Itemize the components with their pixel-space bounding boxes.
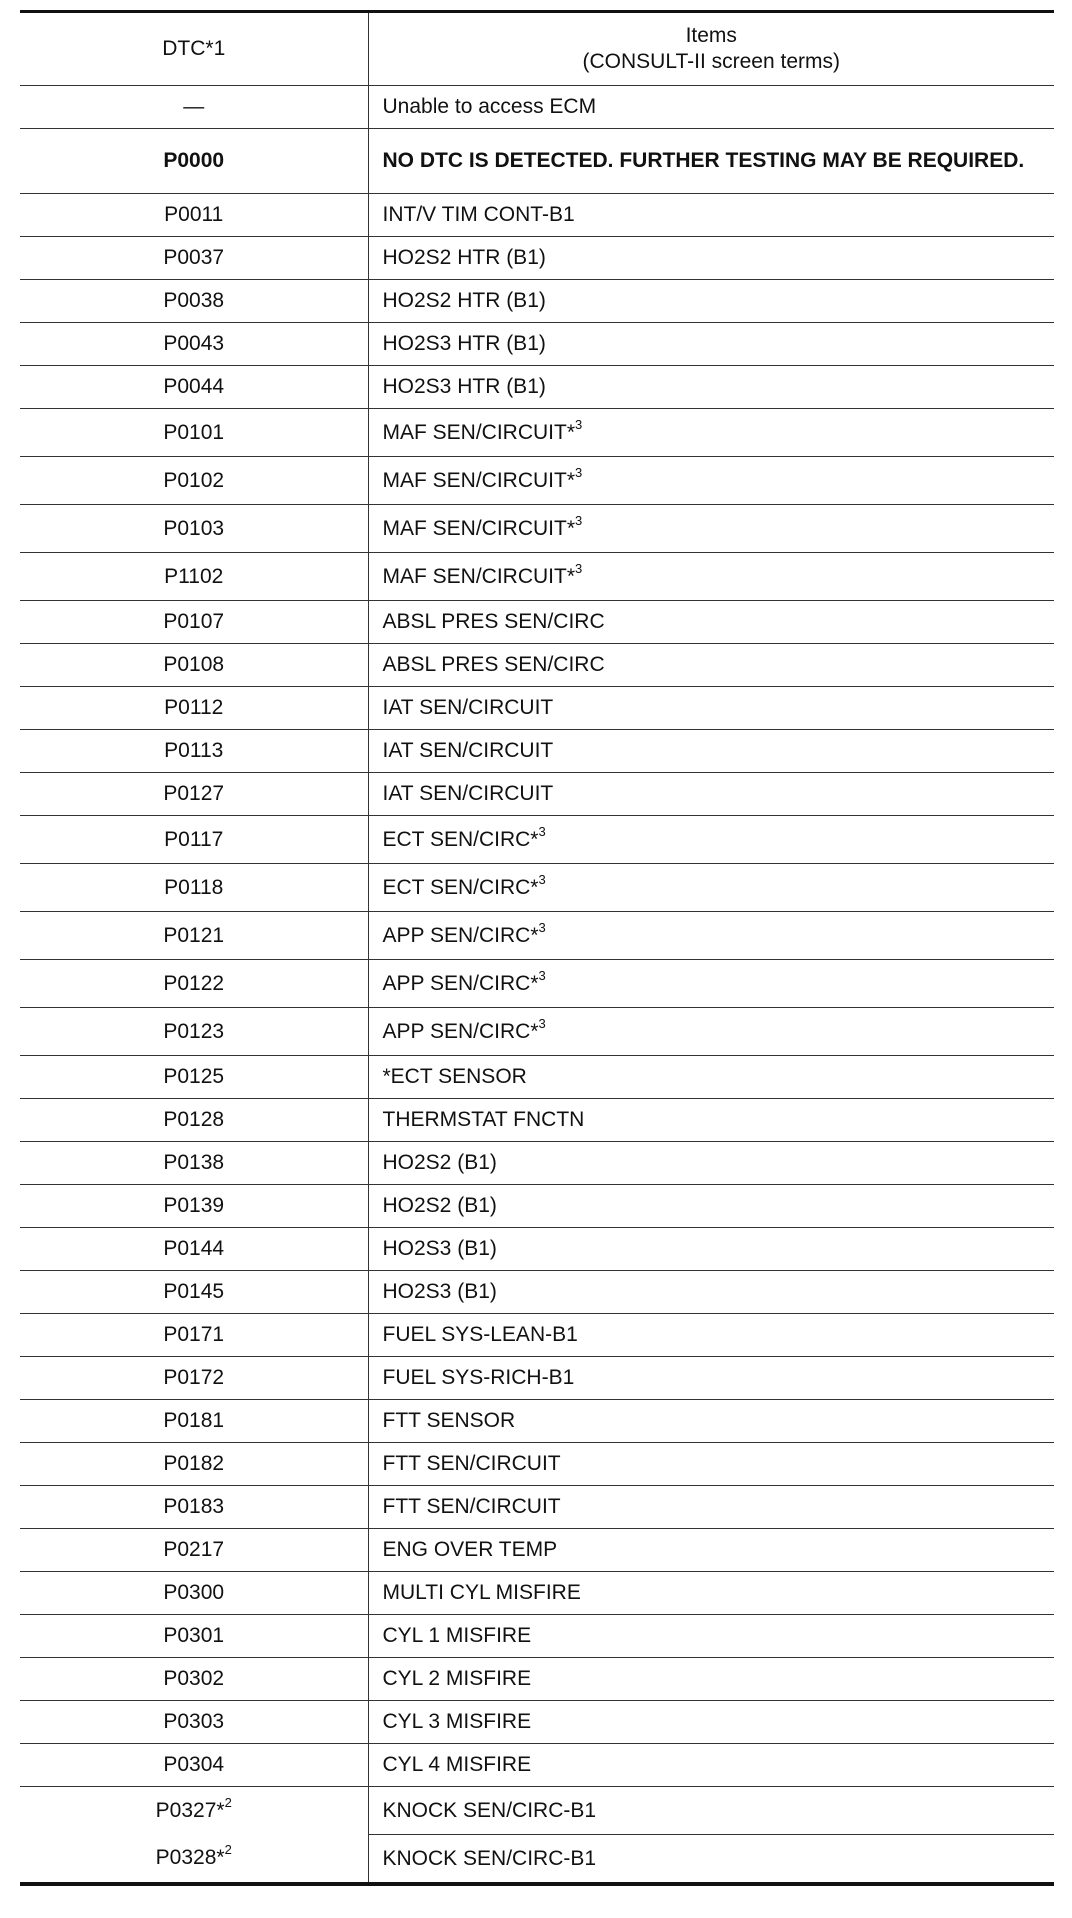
table-row [20,1271,1054,1314]
item-term-cell [368,409,1054,457]
item-term: HO2S2 HTR (B1) [382,289,546,312]
item-term: MAF SEN/CIRCUIT* [382,516,576,540]
item-term: MAF SEN/CIRCUIT* [382,420,576,444]
table-row [20,816,1054,864]
item-term-cell [368,1056,1054,1099]
table-row [20,129,1054,194]
table-row [20,1056,1054,1099]
item-term: APP SEN/CIRC* [382,971,539,995]
header-items-subtitle: (CONSULT-II screen terms) [582,50,840,73]
table-row [20,505,1054,553]
dtc-code: P0139 [163,1194,225,1217]
dtc-code: P0118 [164,875,224,899]
header-items [368,12,1054,86]
dtc-code: P0125 [163,1065,225,1088]
dtc-code: P0107 [163,610,225,633]
item-term-cell [368,1835,1054,1885]
dtc-code-cell [20,644,368,687]
item-term: ABSL PRES SEN/CIRC [382,610,605,633]
item-term-cell [368,1185,1054,1228]
item-term: FTT SEN/CIRCUIT [382,1452,561,1475]
dtc-code: P0145 [163,1280,225,1303]
table-row [20,1142,1054,1185]
dtc-code-cell [20,1357,368,1400]
dtc-code: P0103 [163,516,225,540]
dtc-code-cell [20,1572,368,1615]
table-row [20,730,1054,773]
item-term: CYL 3 MISFIRE [382,1710,532,1733]
item-term-cell [368,323,1054,366]
dtc-code: P0113 [164,739,224,762]
dtc-code-cell [20,280,368,323]
dtc-code-cell [20,1486,368,1529]
table-row [20,1400,1054,1443]
dtc-code-cell [20,816,368,864]
dtc-code-cell [20,1701,368,1744]
item-term: IAT SEN/CIRCUIT [382,782,554,805]
item-term-cell [368,1443,1054,1486]
table-row [20,323,1054,366]
item-term: FTT SEN/CIRCUIT [382,1495,561,1518]
table-row [20,1701,1054,1744]
table-row [20,457,1054,505]
item-term-cell [368,280,1054,323]
dtc-code-cell [20,409,368,457]
table-row [20,1228,1054,1271]
dtc-code-cell [20,86,368,129]
item-term-cell [368,457,1054,505]
dtc-code-cell [20,505,368,553]
item-term-cell [368,1228,1054,1271]
dtc-code-cell [20,237,368,280]
item-term: INT/V TIM CONT-B1 [382,203,575,226]
dtc-code-cell [20,864,368,912]
dtc-table [20,10,1054,1886]
dtc-code: P0121 [163,923,225,947]
dtc-code: P0181 [163,1409,225,1432]
table-row [20,409,1054,457]
item-term-cell [368,960,1054,1008]
footnote-marker: 2 [224,1794,232,1810]
table-row [20,1658,1054,1701]
dtc-code-cell [20,194,368,237]
table-row [20,1615,1054,1658]
item-term-cell [368,366,1054,409]
dtc-code-cell [20,687,368,730]
item-term-cell [368,553,1054,601]
table-row [20,601,1054,644]
table-row [20,1835,1054,1885]
item-term: HO2S3 (B1) [382,1237,497,1260]
dtc-code: P0128 [163,1108,225,1131]
item-term: HO2S2 (B1) [382,1194,497,1217]
item-term: IAT SEN/CIRCUIT [382,739,554,762]
dtc-code-cell [20,912,368,960]
dtc-code-cell [20,1314,368,1357]
dtc-code: P0171 [163,1323,225,1346]
dtc-code: P0101 [163,420,225,444]
dtc-code-cell [20,601,368,644]
dtc-code-cell [20,366,368,409]
dtc-code: P0327* [155,1798,225,1822]
item-term: ENG OVER TEMP [382,1538,558,1561]
dtc-code: P1102 [164,564,224,588]
table-row [20,1008,1054,1056]
item-term-cell [368,1314,1054,1357]
header-row [20,12,1054,86]
item-term-cell [368,1008,1054,1056]
table-row [20,280,1054,323]
dtc-code: P0037 [163,246,225,269]
item-term: NO DTC IS DETECTED. FURTHER TESTING MAY BE REQUIRED. [382,149,1025,172]
item-term-cell [368,1357,1054,1400]
item-term-cell [368,194,1054,237]
footnote-marker: 3 [575,512,583,528]
table-row [20,237,1054,280]
dtc-code: P0000 [163,149,225,172]
item-term: HO2S3 HTR (B1) [382,332,546,355]
dtc-code: P0112 [164,696,224,719]
dtc-code-cell [20,1056,368,1099]
dtc-code-cell [20,1228,368,1271]
item-term: *ECT SENSOR [382,1065,527,1088]
dtc-code: P0123 [163,1019,225,1043]
table-row [20,1185,1054,1228]
dtc-code: P0044 [163,375,225,398]
dtc-code: P0144 [163,1237,225,1260]
item-term-cell [368,644,1054,687]
dtc-code-cell [20,1658,368,1701]
footnote-marker: 3 [538,1015,546,1031]
dtc-code-cell [20,1443,368,1486]
item-term-cell [368,730,1054,773]
dtc-code: P0302 [163,1667,225,1690]
item-term: FUEL SYS-RICH-B1 [382,1366,575,1389]
table-row [20,1572,1054,1615]
dtc-code: P0117 [164,827,224,851]
table-row [20,1486,1054,1529]
dtc-code: P0043 [163,332,225,355]
item-term-cell [368,1099,1054,1142]
item-term: THERMSTAT FNCTN [382,1108,585,1131]
table-row [20,864,1054,912]
footnote-marker: 3 [538,967,546,983]
dtc-code-cell [20,1099,368,1142]
item-term-cell [368,1572,1054,1615]
item-term: MAF SEN/CIRCUIT* [382,564,576,588]
item-term-cell [368,1658,1054,1701]
dtc-code-cell [20,960,368,1008]
header-dtc: DTC*1 [20,12,368,86]
dtc-code: P0122 [163,971,225,995]
item-term: APP SEN/CIRC* [382,923,539,947]
item-term: IAT SEN/CIRCUIT [382,696,554,719]
item-term: ECT SEN/CIRC* [382,875,539,899]
dtc-code-cell [20,1529,368,1572]
item-term: HO2S3 (B1) [382,1280,497,1303]
footnote-marker: 3 [538,871,546,887]
dtc-code: P0300 [163,1581,225,1604]
dtc-code: P0138 [163,1151,225,1174]
dtc-code-cell [20,1835,368,1885]
table-row [20,1787,1054,1835]
item-term: CYL 1 MISFIRE [382,1624,532,1647]
item-term-cell [368,816,1054,864]
dtc-table-document [20,10,1054,1886]
item-term-cell [368,1615,1054,1658]
item-term: FTT SENSOR [382,1409,516,1432]
item-term-cell [368,237,1054,280]
item-term: MAF SEN/CIRCUIT* [382,468,576,492]
item-term: HO2S2 (B1) [382,1151,497,1174]
footnote-marker: 2 [224,1842,232,1858]
footnote-marker: 3 [538,823,546,839]
table-row [20,1099,1054,1142]
item-term: MULTI CYL MISFIRE [382,1581,581,1604]
item-term-cell [368,601,1054,644]
table-row [20,1357,1054,1400]
dtc-code-cell [20,129,368,194]
item-term: APP SEN/CIRC* [382,1019,539,1043]
footnote-marker: 3 [538,919,546,935]
dtc-code: P0127 [163,782,225,805]
dtc-code: P0172 [163,1366,225,1389]
item-term-cell [368,773,1054,816]
dtc-code: P0102 [163,468,225,492]
item-term-cell [368,1400,1054,1443]
item-term: HO2S3 HTR (B1) [382,375,546,398]
dtc-code-cell [20,1615,368,1658]
table-row [20,194,1054,237]
footnote-marker: 3 [575,560,583,576]
table-row [20,86,1054,129]
dtc-code-cell [20,1400,368,1443]
dtc-code: P0183 [163,1495,225,1518]
dtc-code-cell [20,323,368,366]
table-row [20,553,1054,601]
item-term: KNOCK SEN/CIRC-B1 [382,1798,597,1822]
item-term-cell [368,1787,1054,1835]
item-term: FUEL SYS-LEAN-B1 [382,1323,578,1346]
dtc-code: P0328* [155,1846,225,1870]
header-items-title: Items [685,24,737,47]
item-term: ECT SEN/CIRC* [382,827,539,851]
table-row [20,960,1054,1008]
item-term-cell [368,1271,1054,1314]
dtc-code: P0304 [163,1753,225,1776]
table-row [20,912,1054,960]
table-row [20,1529,1054,1572]
dtc-code: P0217 [163,1538,225,1561]
item-term: ABSL PRES SEN/CIRC [382,653,605,676]
dtc-code-cell [20,1744,368,1787]
dtc-code: P0182 [163,1452,225,1475]
dtc-code-cell [20,1008,368,1056]
dtc-code-cell [20,1185,368,1228]
footnote-marker: 3 [575,416,583,432]
table-row [20,1443,1054,1486]
item-term-cell [368,912,1054,960]
item-term: Unable to access ECM [382,95,597,118]
table-row [20,366,1054,409]
dtc-code: — [183,95,205,118]
item-term: CYL 2 MISFIRE [382,1667,532,1690]
item-term-cell [368,1744,1054,1787]
table-body [20,86,1054,1885]
dtc-code-cell [20,730,368,773]
item-term-cell [368,864,1054,912]
dtc-code-cell [20,1787,368,1835]
item-term: HO2S2 HTR (B1) [382,246,546,269]
dtc-code-cell [20,457,368,505]
table-header [20,12,1054,86]
dtc-code-cell [20,1142,368,1185]
item-term: KNOCK SEN/CIRC-B1 [382,1846,597,1870]
item-term-cell [368,1701,1054,1744]
table-row [20,644,1054,687]
dtc-code-cell [20,553,368,601]
item-term-cell [368,1529,1054,1572]
table-row [20,687,1054,730]
item-term-cell [368,86,1054,129]
dtc-code: P0038 [163,289,225,312]
item-term-cell [368,505,1054,553]
dtc-code: P0011 [164,203,224,226]
footnote-marker: 3 [575,464,583,480]
item-term-cell [368,687,1054,730]
item-term-cell [368,1486,1054,1529]
dtc-code: P0301 [163,1624,225,1647]
item-term-cell [368,1142,1054,1185]
dtc-code-cell [20,1271,368,1314]
table-row [20,1314,1054,1357]
dtc-code: P0108 [163,653,225,676]
table-row [20,773,1054,816]
table-row [20,1744,1054,1787]
item-term-cell [368,129,1054,194]
item-term: CYL 4 MISFIRE [382,1753,532,1776]
dtc-code: P0303 [163,1710,225,1733]
dtc-code-cell [20,773,368,816]
